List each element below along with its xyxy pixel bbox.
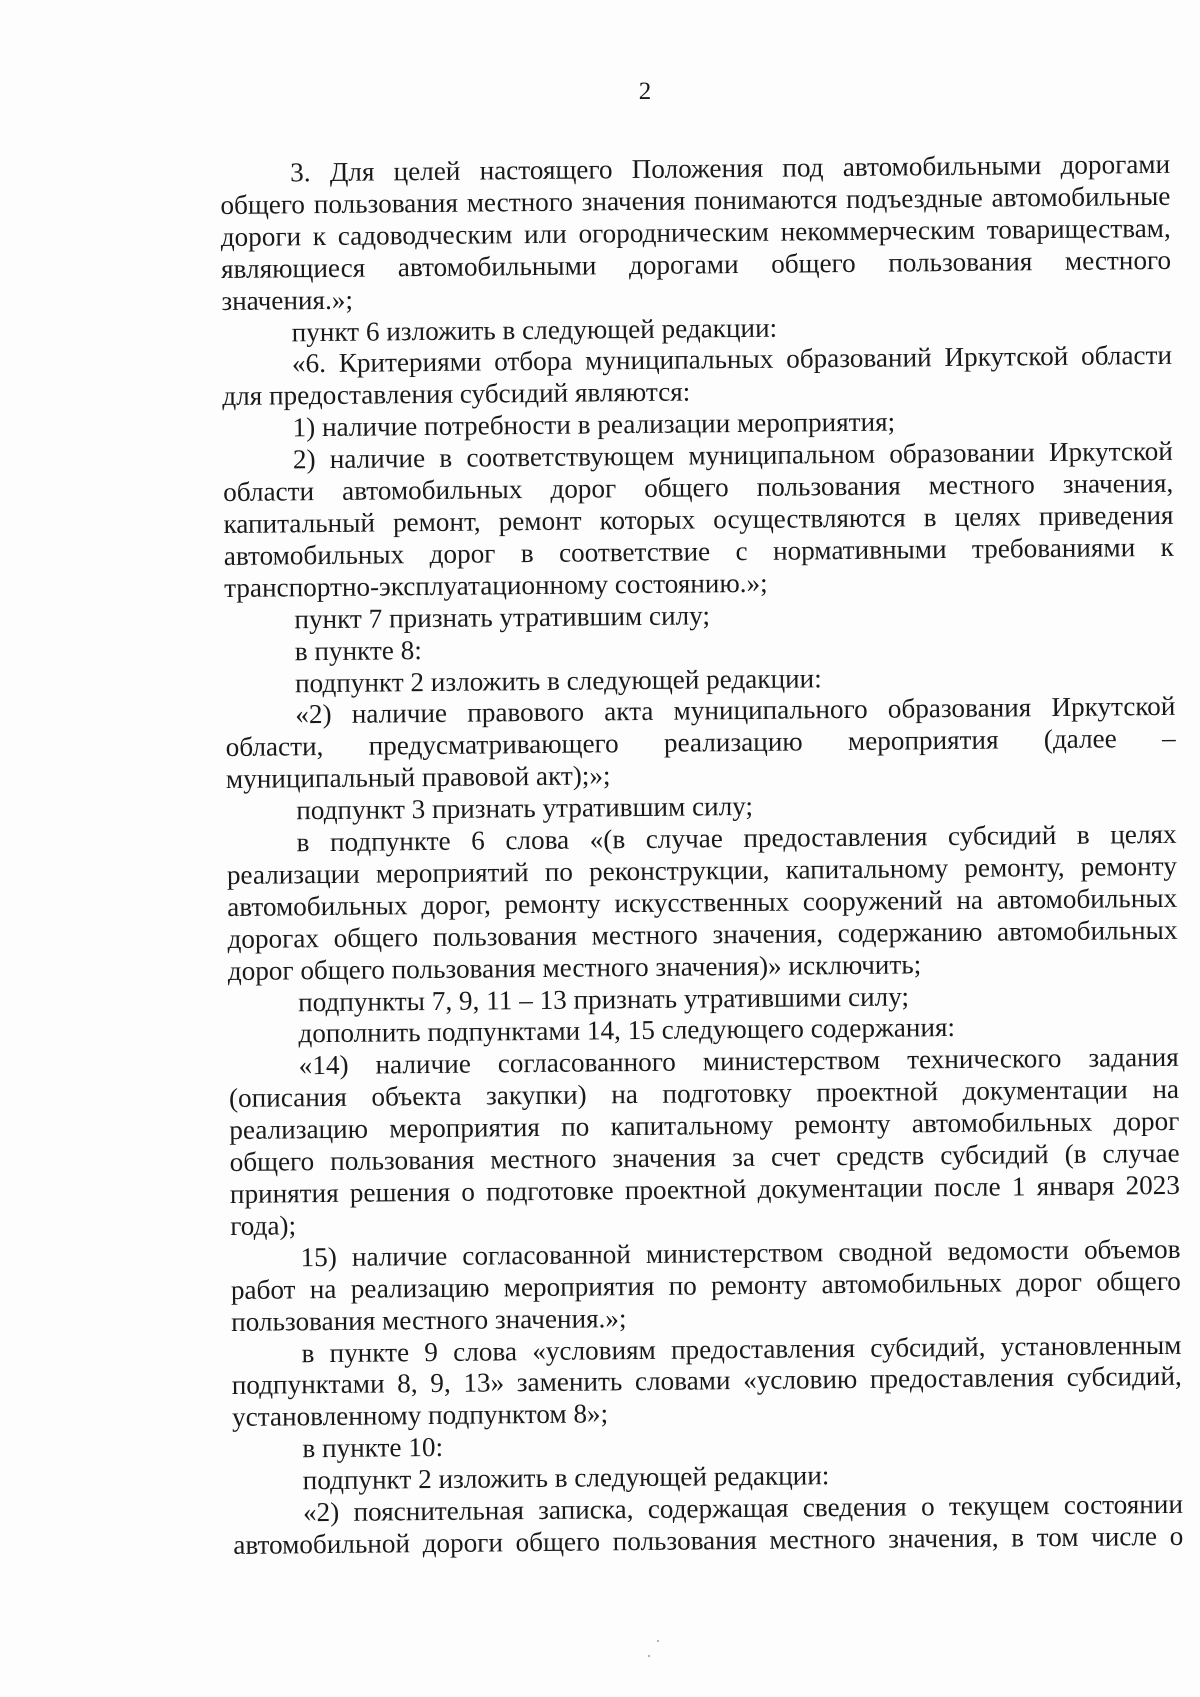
paragraph-item-3: 3. Для целей настоящего Положения под автомобильными дорогами общего пользования местного значения понимаются подъездные автомобильные дороги к садоводческим или огородническим некоммерческим товариществам, являющиеся автомобильными дорогами общего пользования местного значения.»; xyxy=(220,148,1172,316)
paragraph-point-6-intro: пункт 6 изложить в следующей редакции: xyxy=(291,312,778,347)
paragraph-add-subpoints: дополнить подпунктами 14, 15 следующего содержания: xyxy=(298,1012,956,1049)
paragraph-subpoint-3: подпункт 3 признать утратившим силу; xyxy=(296,791,754,826)
paragraph-subpoint-14: «14) наличие согласованного министерством технического задания (описания объекта закупки) на подготовку проектной документации на реализацию мероприятия по капитальному ремонту автомобильных дорог общего пользования местного значения за счет средств субсидий (в случае принятия решения о подготовке проектной документации после 1 января 2023 года); xyxy=(228,1042,1181,1241)
document-body xyxy=(220,149,1183,1562)
paragraph-point-6-criteria: «6. Критериями отбора муниципальных образований Иркутской области для предоставления субсидий являются: xyxy=(222,340,1173,412)
paragraph-subpoint-2: «2) наличие правового акта муниципального образования Иркутской области, предусматривающего реализацию мероприятия (далее – муниципальный правовой акт);»; xyxy=(225,691,1176,795)
paragraph-point-8: в пункте 8: xyxy=(294,634,422,666)
paragraph-point-9: в пункте 9 слова «условиям предоставления субсидий, установленным подпунктами 8, 9, 13» заменить словами «условию предоставления субсидий, установленному подпунктом 8»; xyxy=(231,1329,1182,1433)
paragraph-criterion-2: 2) наличие в соответствующем муниципальном образовании Иркутской области автомобильных дорог общего пользования местного значения, капитальный ремонт, ремонт которых осуществляются в целях приведения автомобильных дорог в соответствие с нормативными требованиями к транспортно-эксплуатационному состоянию.»; xyxy=(223,436,1174,603)
paragraph-subpoint-2-note: «2) пояснительная записка, содержащая сведения о текущем состоянии автомобильной дороги общего пользования местного значения, в том числе о xyxy=(233,1488,1184,1560)
paragraph-subpoints-7-13: подпункты 7, 9, 11 – 13 признать утратившими силу; xyxy=(297,980,910,1017)
scan-speck xyxy=(648,1655,650,1657)
page-number: 2 xyxy=(638,78,652,105)
scan-speck xyxy=(657,1640,659,1642)
paragraph-subpoint-2-intro-b: подпункт 2 изложить в следующей редакции: xyxy=(302,1460,830,1496)
paragraph-subpoint-15: 15) наличие согласованной министерством сводной ведомости объемов работ на реализацию мероприятия по ремонту автомобильных дорог общего пользования местного значения.»; xyxy=(230,1233,1181,1337)
paragraph-point-10: в пункте 10: xyxy=(302,1432,444,1464)
paragraph-point-7: пункт 7 признать утратившим силу; xyxy=(294,600,711,634)
paragraph-criterion-1: 1) наличие потребности в реализации мероприятия; xyxy=(292,406,896,443)
paragraph-subpoint-2-intro: подпункт 2 изложить в следующей редакции: xyxy=(294,662,822,698)
paragraph-subpoint-6: в подпункте 6 слова «(в случае предоставления субсидий в целях реализации мероприятий по реконструкции, капитальному ремонту, ремонту автомобильных дорог, ремонту искусственных сооружений на автомобильных дорогах общего пользования местного значения, содержанию автомобильных дорог общего пользования местного значения)» исключить; xyxy=(226,818,1178,986)
